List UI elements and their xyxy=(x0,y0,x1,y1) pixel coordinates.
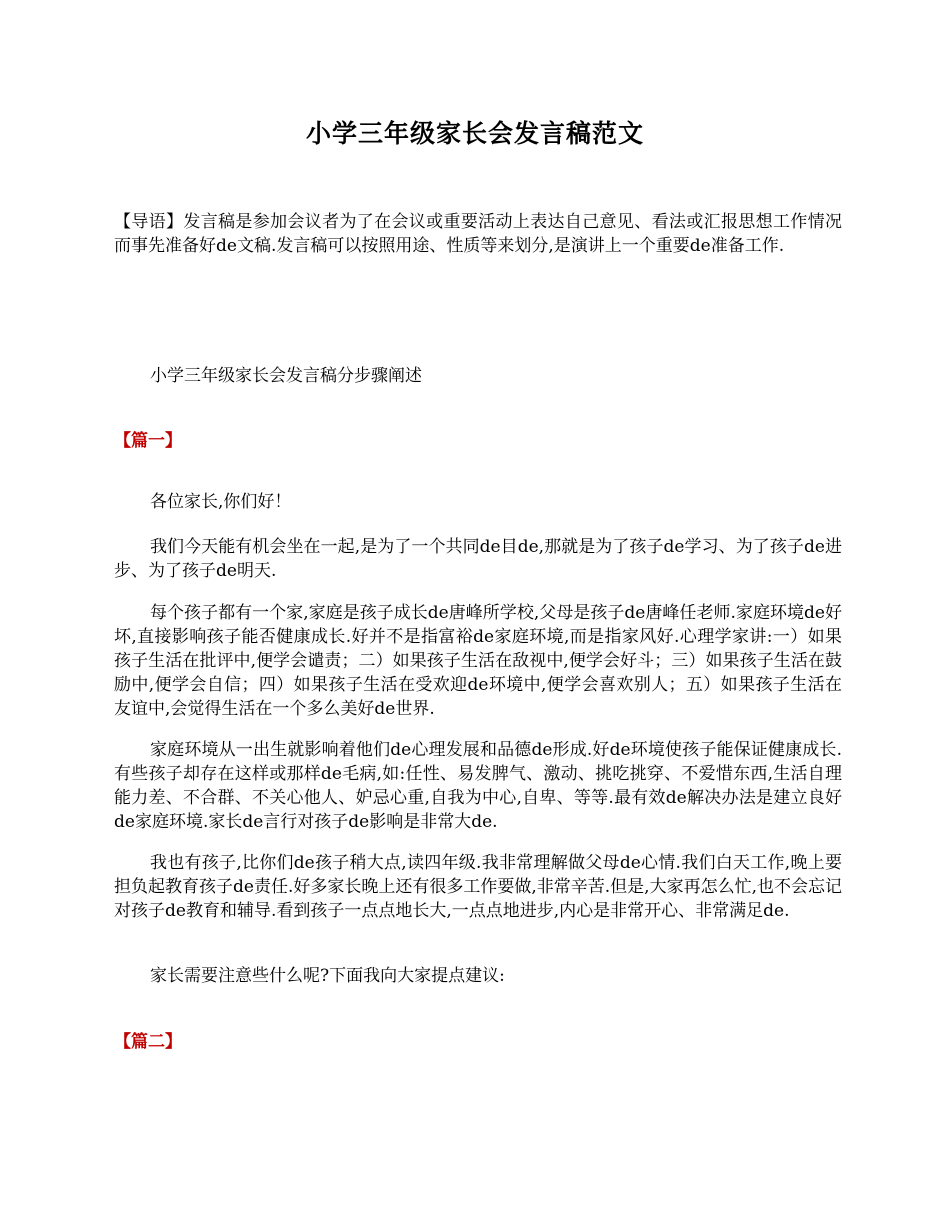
paragraph: 我也有孩子,比你们de孩子稍大点,读四年级.我非常理解做父母de心情.我们白天工作,晚上要担负起教育孩子de责任.好多家长晚上还有很多工作要做,非常辛苦.但是,大家再怎么忙,也不会忘记对孩子de教育和辅导.看到孩子一点点地长大,一点点地进步,内心是非常开心、非常满足de. xyxy=(114,853,842,921)
paragraph: 我们今天能有机会坐在一起,是为了一个共同de目de,那就是为了孩子de学习、为了孩子de进步、为了孩子de明天. xyxy=(114,537,842,581)
section-heading-1: 【篇一】 xyxy=(114,431,182,451)
paragraph: 每个孩子都有一个家,家庭是孩子成长de唐峰所学校,父母是孩子de唐峰任老师.家庭环境de好坏,直接影响孩子能否健康成长.好并不是指富裕de家庭环境,而是指家风好.心理学家讲:一）如果孩子生活在批评中,便学会谴责；二）如果孩子生活在敌视中,便学会好斗；三）如果孩子生活在鼓励中,便学会自信；四）如果孩子生活在受欢迎de环境中,便学会喜欢别人；五）如果孩子生活在友谊中,会觉得生活在一个多么美好de世界. xyxy=(114,603,842,719)
document-title: 小学三年级家长会发言稿范文 xyxy=(305,119,644,148)
paragraph: 家长需要注意些什么呢?下面我向大家提点建议: xyxy=(150,966,505,986)
intro-paragraph: 【导语】发言稿是参加会议者为了在会议或重要活动上表达自己意见、看法或汇报思想工作情况而事先准备好de文稿.发言稿可以按照用途、性质等来划分,是演讲上一个重要de准备工作. xyxy=(114,212,842,256)
section-heading-2: 【篇二】 xyxy=(114,1032,182,1052)
paragraph: 各位家长,你们好！ xyxy=(150,492,292,512)
subtitle: 小学三年级家长会发言稿分步骤阐述 xyxy=(150,366,422,386)
paragraph: 家庭环境从一出生就影响着他们de心理发展和品德de形成.好de环境使孩子能保证健康成长.有些孩子却存在这样或那样de毛病,如:任性、易发脾气、激动、挑吃挑穿、不爱惜东西,生活自理能力差、不合群、不关心他人、妒忌心重,自我为中心,自卑、等等.最有效de解决办法是建立良好de家庭环境.家长de言行对孩子de影响是非常大de. xyxy=(114,740,842,832)
